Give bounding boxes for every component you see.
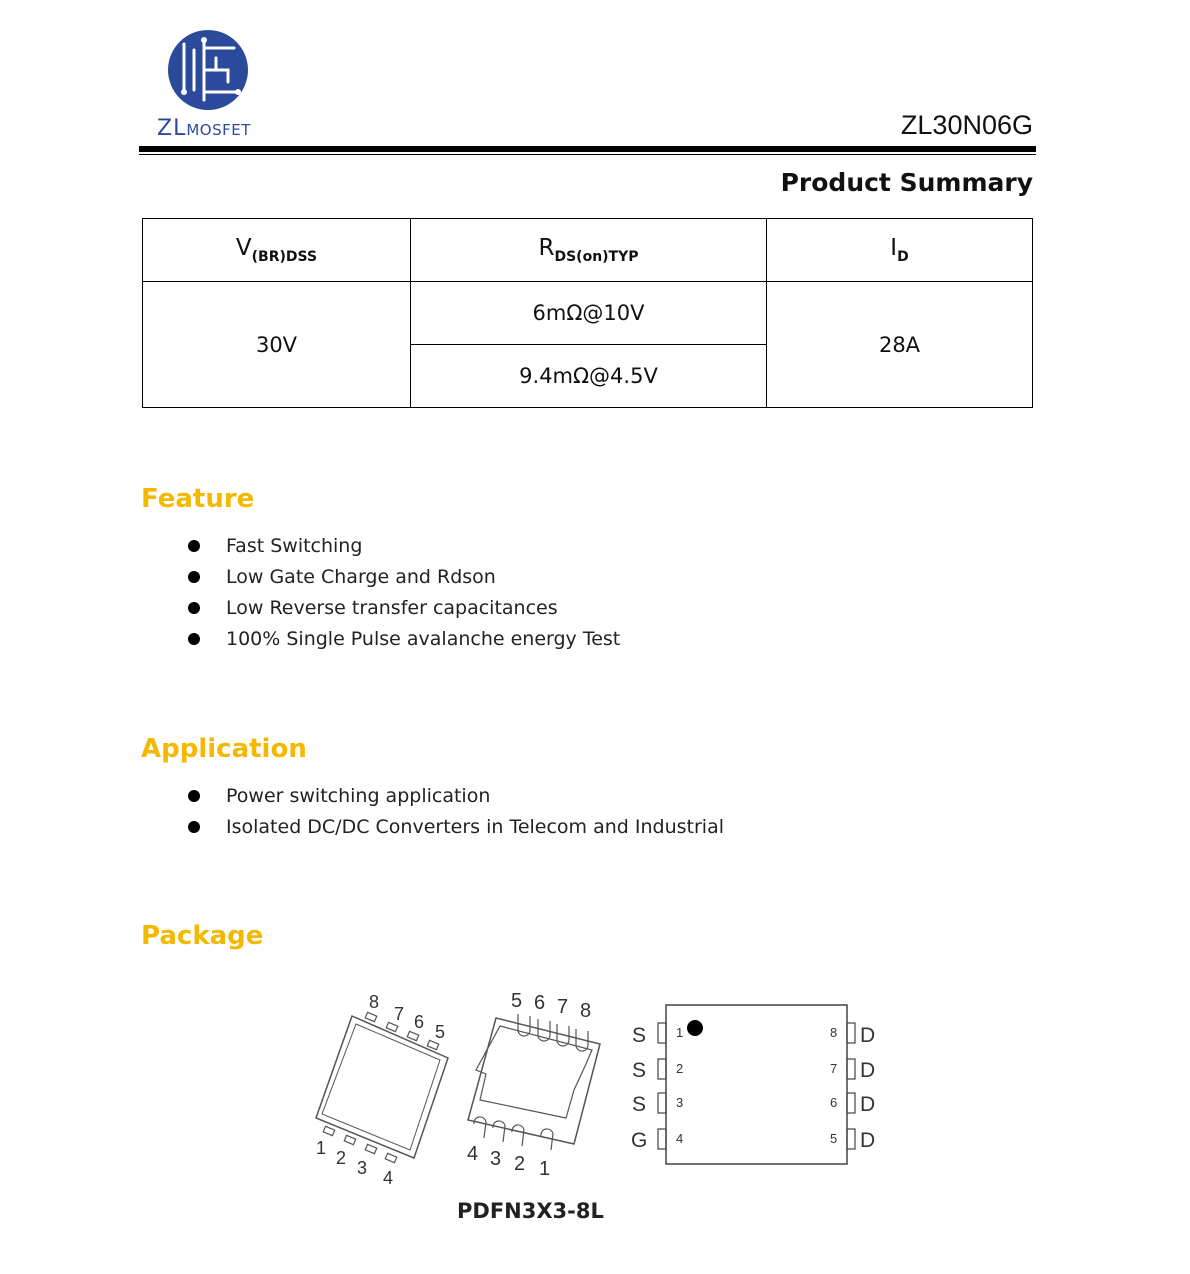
- pin-label: 4: [383, 1168, 394, 1188]
- logo-mark-icon: [160, 30, 255, 110]
- pinout-labels: [631, 1024, 875, 1152]
- bullet-icon: [188, 790, 200, 802]
- header-rdson: $R_{DS(on)TYP}$: [411, 219, 767, 282]
- pin-label: 5: [511, 990, 523, 1012]
- value-id: 28A: [767, 282, 1033, 408]
- pin-label: 3: [357, 1158, 368, 1178]
- list-item: 100% Single Pulse avalanche energy Test: [186, 624, 620, 655]
- header-rule-thin: [139, 154, 1036, 155]
- value-rdson-10v: 6mΩ@10V: [411, 282, 767, 345]
- feature-title: Feature: [141, 484, 255, 514]
- pin-label: 2: [336, 1148, 347, 1168]
- pin-signal: S: [632, 1024, 647, 1047]
- package-top-view-icon: [316, 1012, 448, 1162]
- pin-label: 8: [580, 1000, 592, 1022]
- application-title: Application: [141, 734, 307, 764]
- pin-number: 2: [676, 1061, 684, 1076]
- package-bottom-view-icon: [468, 1014, 600, 1150]
- pin-label: 7: [557, 996, 569, 1018]
- list-item: Power switching application: [186, 781, 724, 812]
- bullet-icon: [188, 540, 200, 552]
- header-vbrdss: $V_{(BR)DSS}$: [143, 219, 411, 282]
- header-id: $I_D$: [767, 219, 1033, 282]
- pin-label: 1: [316, 1138, 327, 1158]
- pin-number: 1: [676, 1025, 684, 1040]
- value-rdson-4v5: 9.4mΩ@4.5V: [411, 345, 767, 408]
- pin-signal: S: [632, 1093, 647, 1116]
- pin-signal: D: [860, 1059, 876, 1082]
- pin-number: 6: [830, 1095, 838, 1110]
- bullet-icon: [188, 571, 200, 583]
- pin-label: 6: [534, 992, 546, 1014]
- pin-label: 4: [467, 1143, 479, 1165]
- pin-signal: D: [860, 1024, 876, 1047]
- bullet-icon: [188, 602, 200, 614]
- bullet-icon: [188, 633, 200, 645]
- pin-number: 5: [830, 1131, 838, 1146]
- list-item: Low Gate Charge and Rdson: [186, 562, 620, 593]
- bullet-icon: [188, 821, 200, 833]
- list-item: Isolated DC/DC Converters in Telecom and Industrial: [186, 812, 724, 843]
- pin-signal: G: [631, 1129, 648, 1152]
- value-vbrdss: 30V: [143, 282, 411, 408]
- pin-label: 7: [394, 1004, 405, 1024]
- pin-signal: D: [860, 1093, 876, 1116]
- pin-number: 7: [830, 1061, 838, 1076]
- pin-label: 6: [414, 1012, 425, 1032]
- application-list: [186, 781, 724, 843]
- package-drawing: [300, 980, 900, 1230]
- pinout-diagram-icon: [658, 1005, 855, 1164]
- pin-label: 5: [435, 1022, 446, 1042]
- pin-number: 4: [676, 1131, 684, 1146]
- pin-number: 8: [830, 1025, 838, 1040]
- pin-label: 1: [539, 1158, 551, 1180]
- pin-label: 2: [514, 1153, 526, 1175]
- list-item: Fast Switching: [186, 531, 620, 562]
- pin-number: 3: [676, 1095, 684, 1110]
- header-rule: [139, 146, 1036, 152]
- package-name: PDFN3X3-8L: [457, 1199, 604, 1223]
- list-item: Low Reverse transfer capacitances: [186, 593, 620, 624]
- pin-signal: S: [632, 1059, 647, 1082]
- summary-title: Product Summary: [780, 168, 1033, 197]
- pin-signal: D: [860, 1129, 876, 1152]
- part-number: ZL30N06G: [900, 110, 1033, 140]
- logo-text: ZLMOSFET: [157, 116, 251, 141]
- bottom-view-pin-labels: [467, 990, 591, 1180]
- pin-label: 8: [369, 992, 380, 1012]
- company-logo: [155, 30, 265, 145]
- product-summary-table: [142, 218, 1033, 408]
- feature-list: [186, 531, 620, 655]
- package-title: Package: [141, 921, 264, 951]
- top-view-pin-labels: [316, 992, 445, 1188]
- pin-label: 3: [490, 1148, 502, 1170]
